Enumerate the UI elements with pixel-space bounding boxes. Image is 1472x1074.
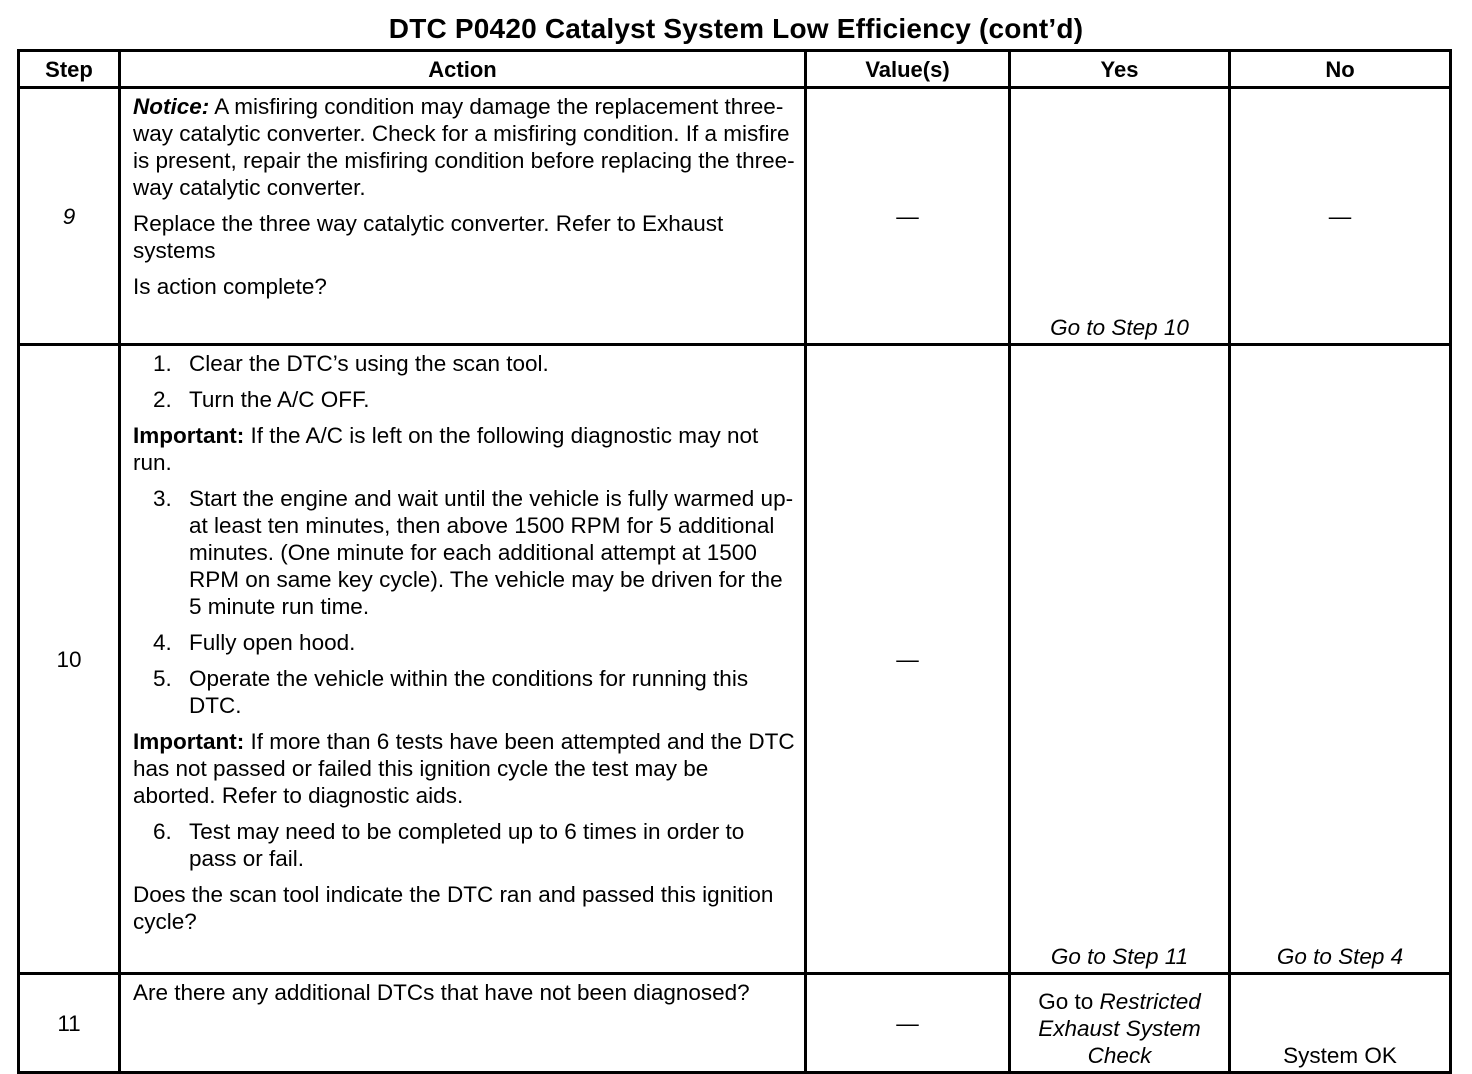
header-no: No (1230, 51, 1451, 88)
no-cell: — (1230, 88, 1451, 345)
header-yes: Yes (1010, 51, 1230, 88)
header-action: Action (120, 51, 806, 88)
important-text: If more than 6 tests have been attempted and the DTC has not passed or failed this ignition cycle the test may be aborted. Refer to diagnostic aids. (133, 729, 795, 808)
important-note (133, 728, 796, 809)
yes-cell: Go to Step 11 (1010, 345, 1230, 974)
step-number: 10 (19, 345, 120, 974)
header-row (19, 51, 1451, 88)
value-cell: — (806, 345, 1010, 974)
no-cell: Go to Step 4 (1230, 345, 1451, 974)
list-item: 2. Turn the A/C OFF. (153, 387, 370, 412)
list-item: 1. Clear the DTC’s using the scan tool. (153, 351, 549, 376)
step-number: 9 (19, 88, 120, 345)
important-note (133, 422, 796, 476)
important-label: Important: (133, 729, 245, 754)
list-item: 3. Start the engine and wait until the vehicle is fully warmed up-at least ten minutes, then above 1500 RPM for 5 additional minutes. (One minute for each additional attempt at 1500 RPM on same key cycle). The vehicle may be driven for the 5 minute run time. (153, 486, 794, 619)
action-cell (120, 974, 806, 1073)
yes-prefix: Go to (1038, 989, 1100, 1014)
table-row-step-9 (19, 88, 1451, 345)
value-cell: — (806, 88, 1010, 345)
header-value: Value(s) (806, 51, 1010, 88)
list-item: 6. Test may need to be completed up to 6 times in order to pass or fail. (153, 819, 745, 871)
procedure-list (133, 818, 796, 872)
header-step: Step (19, 51, 120, 88)
table-row-step-10 (19, 345, 1451, 974)
list-item: 5. Operate the vehicle within the conditions for running this DTC. (153, 666, 749, 718)
question-text: Is action complete? (133, 274, 327, 299)
value-cell: — (806, 974, 1010, 1073)
action-cell (120, 88, 806, 345)
restricted-exhaust-link: Restricted Exhaust System Check (1038, 989, 1201, 1068)
notice-label: Notice: (133, 94, 210, 119)
important-label: Important: (133, 423, 245, 448)
procedure-list (133, 485, 796, 719)
no-cell: System OK (1230, 974, 1451, 1073)
notice-paragraph (133, 93, 796, 201)
step-number: 11 (19, 974, 120, 1073)
procedure-list (133, 350, 796, 413)
question-text: Does the scan tool indicate the DTC ran and passed this ignition cycle? (133, 882, 774, 934)
notice-text: A misfiring condition may damage the replacement three-way catalytic converter. Check for a misfiring condition. If a misfire is present, repair the misfiring condition before replacing the three-way catalytic converter. (133, 94, 795, 200)
page-title: DTC P0420 Catalyst System Low Efficiency (cont’d) (388, 13, 1084, 44)
yes-cell (1010, 974, 1230, 1073)
dtc-table (17, 49, 1452, 1074)
table-row-step-11 (19, 974, 1451, 1073)
list-item: 4. Fully open hood. (153, 630, 356, 655)
yes-cell: Go to Step 10 (1010, 88, 1230, 345)
instruction-text: Replace the three way catalytic converter. Refer to Exhaust systems (133, 211, 724, 263)
important-text: If the A/C is left on the following diagnostic may not run. (133, 423, 759, 475)
action-cell (120, 345, 806, 974)
question-text: Are there any additional DTCs that have not been diagnosed? (133, 980, 750, 1005)
